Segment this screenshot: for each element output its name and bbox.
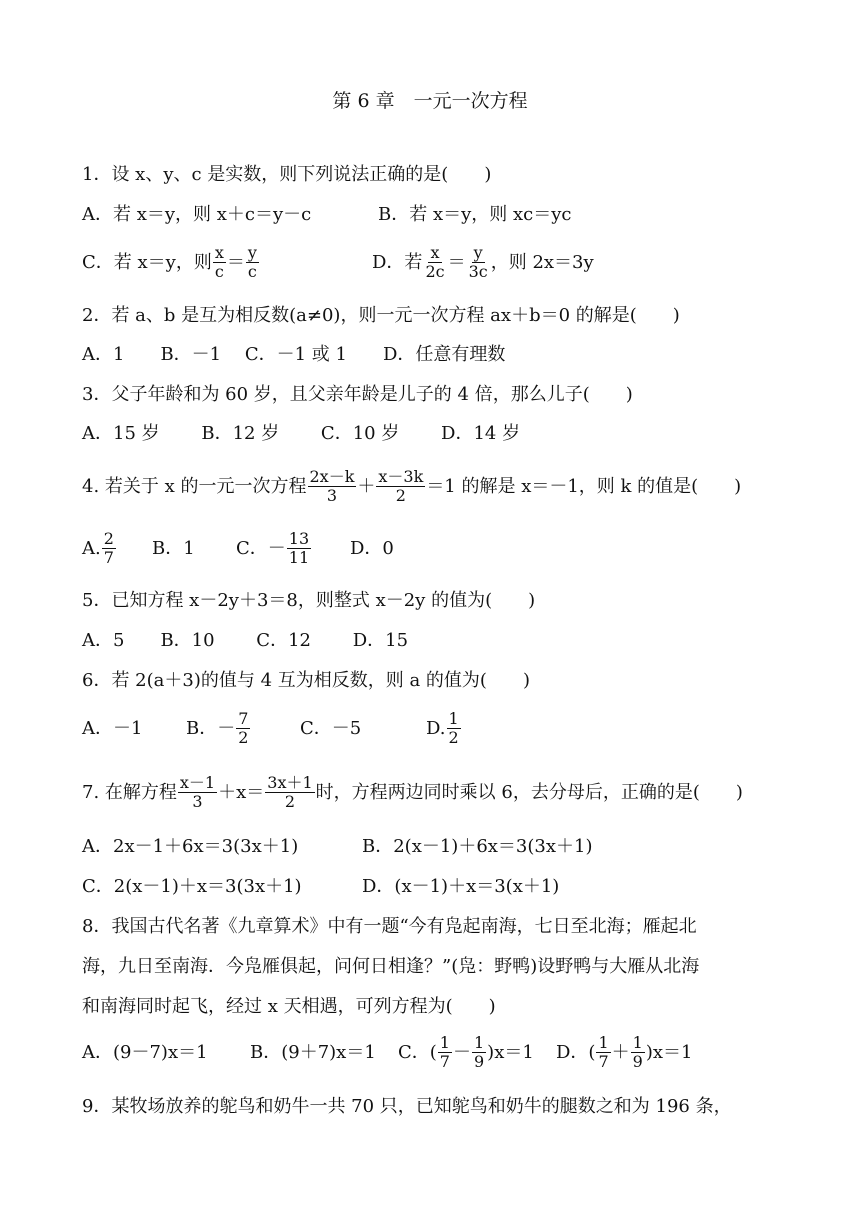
- q7-stem-mid: ＋x＝: [218, 781, 265, 803]
- fraction: [447, 710, 461, 748]
- question-9-stem: 9．某牧场放养的鸵鸟和奶牛一共 70 只，已知鸵鸟和奶牛的腿数之和为 196 条，: [82, 1096, 732, 1117]
- q7-option-d: D．(x－1)＋x＝3(x＋1): [362, 876, 560, 897]
- operator: －: [452, 1041, 471, 1063]
- q1-option-d-text: D．若: [372, 251, 423, 273]
- fraction: [423, 244, 446, 282]
- denominator: 3c: [468, 262, 488, 282]
- question-1-stem: 1．设 x、y、c 是实数，则下列说法正确的是( ): [82, 164, 492, 185]
- question-4-stem: [82, 468, 741, 506]
- equals: ＝: [447, 251, 466, 273]
- question-6-stem: 6．若 2(a＋3)的值与 4 互为相反数，则 a 的值为( ): [82, 670, 530, 691]
- question-7-stem: [82, 774, 743, 812]
- denominator: 9: [473, 1052, 485, 1072]
- numerator: y: [247, 243, 257, 262]
- q6-option-d: [426, 710, 462, 748]
- question-8-line-1: 8．我国古代名著《九章算术》中有一题“今有凫起南海，七日至北海；雁起北: [82, 916, 697, 937]
- label: D.: [426, 717, 446, 739]
- q7-option-b: B．2(x－1)＋6x＝3(3x＋1): [362, 836, 593, 857]
- numerator: x: [430, 243, 440, 262]
- label: B．－: [186, 717, 236, 739]
- question-8-line-2: 海，九日至南海．今凫雁俱起，问何日相逢？”(凫：野鸭)设野鸭与大雁从北海: [82, 956, 700, 977]
- numerator: 7: [238, 709, 249, 728]
- q1-option-d-tail: ，则 2x＝3y: [490, 251, 594, 273]
- q1-option-a: A．若 x＝y，则 x＋c＝y－c: [82, 204, 312, 225]
- fraction: [631, 1034, 645, 1072]
- fraction: [472, 1034, 486, 1072]
- denominator: 3: [192, 792, 203, 812]
- tail: )x＝1: [645, 1041, 693, 1063]
- label: C．(: [398, 1041, 437, 1063]
- operator: ＋: [611, 1041, 630, 1063]
- q4-option-c: [236, 530, 312, 568]
- q7-stem-text: 7. 在解方程: [82, 781, 177, 803]
- denominator: 2: [284, 792, 296, 812]
- denominator: 11: [288, 548, 310, 568]
- fraction: [265, 774, 314, 812]
- equals: ＝: [226, 251, 245, 273]
- label: C．－: [236, 537, 286, 559]
- q6-option-c: C．－5: [300, 718, 362, 739]
- numerator: 2x－k: [309, 467, 355, 486]
- numerator: 1: [598, 1033, 609, 1052]
- q4-stem-tail: ＝1 的解是 x＝－1，则 k 的值是( ): [426, 475, 742, 497]
- fraction: [376, 468, 425, 506]
- tail: )x＝1: [487, 1041, 534, 1063]
- denominator: 2: [395, 486, 406, 506]
- q1-option-d: [372, 244, 594, 282]
- denominator: 7: [598, 1052, 609, 1072]
- q8-option-b: B．(9＋7)x＝1: [250, 1042, 376, 1063]
- numerator: x－1: [179, 773, 216, 792]
- q7-stem-tail: 时，方程两边同时乘以 6，去分母后，正确的是( ): [315, 781, 743, 803]
- denominator: 7: [439, 1052, 450, 1072]
- fraction: [438, 1034, 452, 1072]
- denominator: 3: [326, 486, 338, 506]
- q1-option-c-text: C．若 x＝y，则: [82, 251, 212, 273]
- q6-option-b: [186, 710, 251, 748]
- fraction: [596, 1034, 610, 1072]
- page-title: 第 6 章 一元一次方程: [332, 90, 528, 112]
- fraction: [213, 244, 226, 282]
- q8-option-c: [398, 1034, 534, 1072]
- label: A.: [82, 537, 101, 559]
- numerator: 1: [632, 1033, 643, 1052]
- denominator: 7: [103, 548, 114, 568]
- numerator: x: [214, 243, 224, 262]
- fraction: [246, 244, 259, 282]
- q8-option-d: [556, 1034, 692, 1072]
- q1-option-c: [82, 244, 260, 282]
- question-2-stem: 2．若 a、b 是互为相反数(a≠0)，则一元一次方程 ax＋b＝0 的解是( ): [82, 305, 680, 326]
- denominator: c: [214, 262, 224, 282]
- fraction: [467, 244, 490, 282]
- question-3-options: A．15 岁 B．12 岁 C．10 岁 D．14 岁: [82, 423, 521, 444]
- question-5-stem: 5．已知方程 x－2y＋3＝8，则整式 x－2y 的值为( ): [82, 590, 536, 611]
- q7-option-c: C．2(x－1)＋x＝3(3x＋1): [82, 876, 302, 897]
- plus: ＋: [357, 475, 376, 497]
- fraction: [308, 468, 357, 506]
- fraction: [287, 530, 311, 568]
- numerator: 1: [439, 1033, 450, 1052]
- q1-option-b: B．若 x＝y，则 xc＝yc: [378, 204, 572, 225]
- q6-option-a: A．－1: [82, 718, 143, 739]
- denominator: c: [247, 262, 257, 282]
- q8-option-a: A．(9－7)x＝1: [82, 1042, 208, 1063]
- numerator: 2: [103, 529, 114, 548]
- numerator: x－3k: [378, 467, 424, 486]
- numerator: 1: [473, 1033, 485, 1052]
- fraction: [102, 530, 116, 568]
- numerator: 1: [448, 709, 459, 728]
- fraction: [178, 774, 217, 812]
- question-8-line-3: 和南海同时起飞，经过 x 天相遇，可列方程为( ): [82, 996, 496, 1017]
- numerator: 13: [288, 529, 310, 548]
- numerator: y: [473, 243, 483, 262]
- label: D．(: [556, 1041, 596, 1063]
- denominator: 9: [632, 1052, 643, 1072]
- question-3-stem: 3．父子年龄和为 60 岁，且父亲年龄是儿子的 4 倍，那么儿子( ): [82, 384, 633, 405]
- q7-option-a: A．2x－1＋6x＝3(3x＋1): [82, 836, 299, 857]
- denominator: 2: [448, 728, 459, 748]
- denominator: 2: [238, 728, 249, 748]
- q4-stem-text: 4. 若关于 x 的一元一次方程: [82, 475, 307, 497]
- fraction: [236, 710, 250, 748]
- q4-option-a: [82, 530, 117, 568]
- denominator: 2c: [425, 262, 445, 282]
- question-5-options: A．5 B．10 C．12 D．15: [82, 630, 409, 651]
- numerator: 3x＋1: [267, 773, 313, 792]
- q4-option-b: B．1: [152, 538, 195, 559]
- question-2-options: A．1 B．－1 C．－1 或 1 D．任意有理数: [82, 344, 506, 365]
- q4-option-d: D．0: [350, 538, 394, 559]
